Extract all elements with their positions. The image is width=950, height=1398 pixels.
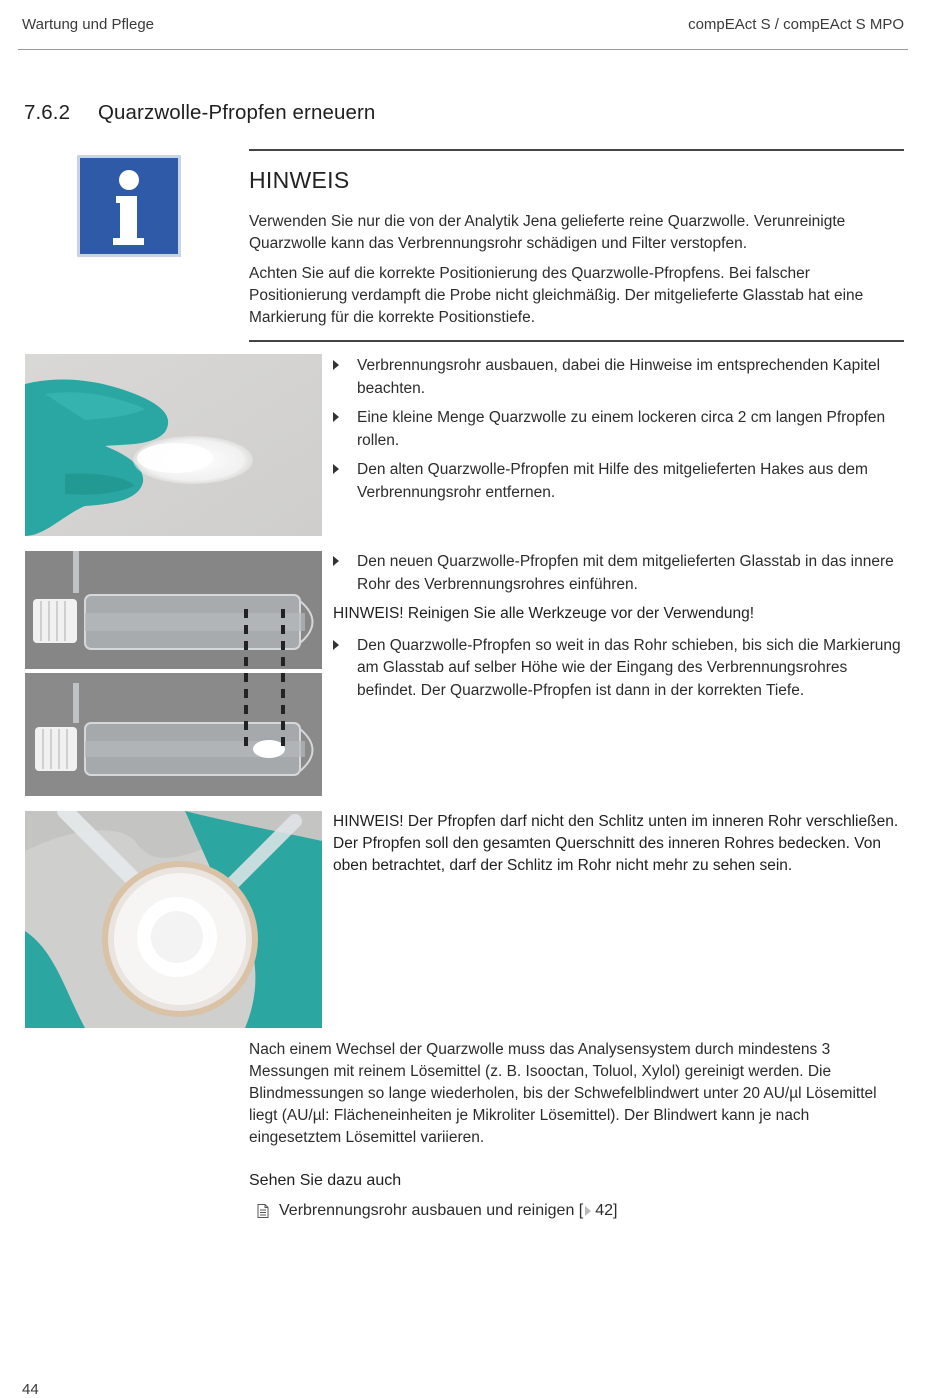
page-number: 44 [22,1381,39,1398]
list-item [333,551,903,596]
arrow-icon [333,640,339,650]
photo-tube-top-view [25,811,322,1028]
notice-paragraph: Achten Sie auf die korrekte Positionierung des Quarzwolle-Pfropfens. Bei falscher Positionierung verdampft die Probe nicht gleichmäßig. Der mitgelieferte Glasstab hat eine Markierung für die korrekte Positionstiefe. [249,265,864,326]
photo-tube-after [25,673,322,796]
see-also-link-text[interactable]: Verbrennungsrohr ausbauen und reinigen [ [279,1202,584,1219]
arrow-icon [333,556,339,566]
section-number: 7.6.2 [24,101,71,124]
steps-block-2 [333,551,903,709]
see-also-page-ref[interactable]: 42] [595,1202,618,1219]
notice-paragraph: Verwenden Sie nur die von der Analytik Jena gelieferte reine Quarzwolle. Verunreinigte Quarzwolle kann das Verbrennungsrohr schädigen und Filter verstopfen. [249,213,846,252]
list-item [333,407,903,452]
step-text: Den alten Quarzwolle-Pfropfen mit Hilfe des mitgelieferten Hakes aus dem Verbrennungsrohr entfernen. [357,461,868,501]
list-item [333,635,903,703]
arrow-icon [333,360,339,370]
list-item [333,355,903,400]
header-divider [18,49,908,50]
section-title: Quarzwolle-Pfropfen erneuern [98,101,376,124]
photo-tube-before [25,551,322,669]
step-text: Den Quarzwolle-Pfropfen so weit in das Rohr schieben, bis sich die Markierung am Glasstab auf selber Höhe wie der Eingang des Verbrennungsrohres befindet. Der Quarzwolle-Pfropfen ist dann in der korrekten Tiefe. [357,636,901,699]
see-also-link[interactable] [257,1202,617,1220]
inline-notice: HINWEIS! Reinigen Sie alle Werkzeuge vor der Verwendung! [333,605,755,622]
notice-top-rule [249,149,904,151]
list-item [333,459,903,504]
arrow-icon [333,412,339,422]
info-icon [77,155,181,257]
closing-paragraph: Nach einem Wechsel der Quarzwolle muss das Analysensystem durch mindestens 3 Messungen mit reinem Lösemittel (z. B. Isooctan, Toluol, Xylol) gereinigt werden. Die Blindmessungen so lange wiederholen, bis der Schwefelblindwert unter 20 AU/µl Lösemittel liegt (AU/µl: Flächeneinheiten je Mikroliter Lösemittel). Der Blindwert kann je nach eingesetztem Lösemittel variieren. [249,1041,877,1146]
step-text: Den neuen Quarzwolle-Pfropfen mit dem mitgelieferten Glasstab in das innere Rohr des Verbrennungsrohres einführen. [357,553,894,593]
page-ref-arrow-icon [585,1206,591,1216]
see-also-heading: Sehen Sie dazu auch [249,1172,402,1189]
header-chapter: Wartung und Pflege [22,16,155,33]
notice-slot-warning: HINWEIS! Der Pfropfen darf nicht den Schlitz unten im inneren Rohr verschließen. Der Pfropfen soll den gesamten Querschnitt des inneren Rohres bedecken. Von oben betrachtet, darf der Schlitz im Rohr nicht mehr zu sehen sein. [333,813,899,874]
step-text: Eine kleine Menge Quarzwolle zu einem lockeren circa 2 cm langen Pfropfen rollen. [357,409,886,449]
document-icon [257,1204,269,1218]
step-text: Verbrennungsrohr ausbauen, dabei die Hinweise im entsprechenden Kapitel beachten. [357,357,881,397]
notice-bottom-rule [249,340,904,342]
section-heading [24,101,375,125]
notice-title: HINWEIS [249,167,350,193]
steps-block-1 [333,355,903,511]
arrow-icon [333,464,339,474]
header-product: compEAct S / compEAct S MPO [688,16,904,33]
photo-hand-quartz-wool [25,354,322,536]
